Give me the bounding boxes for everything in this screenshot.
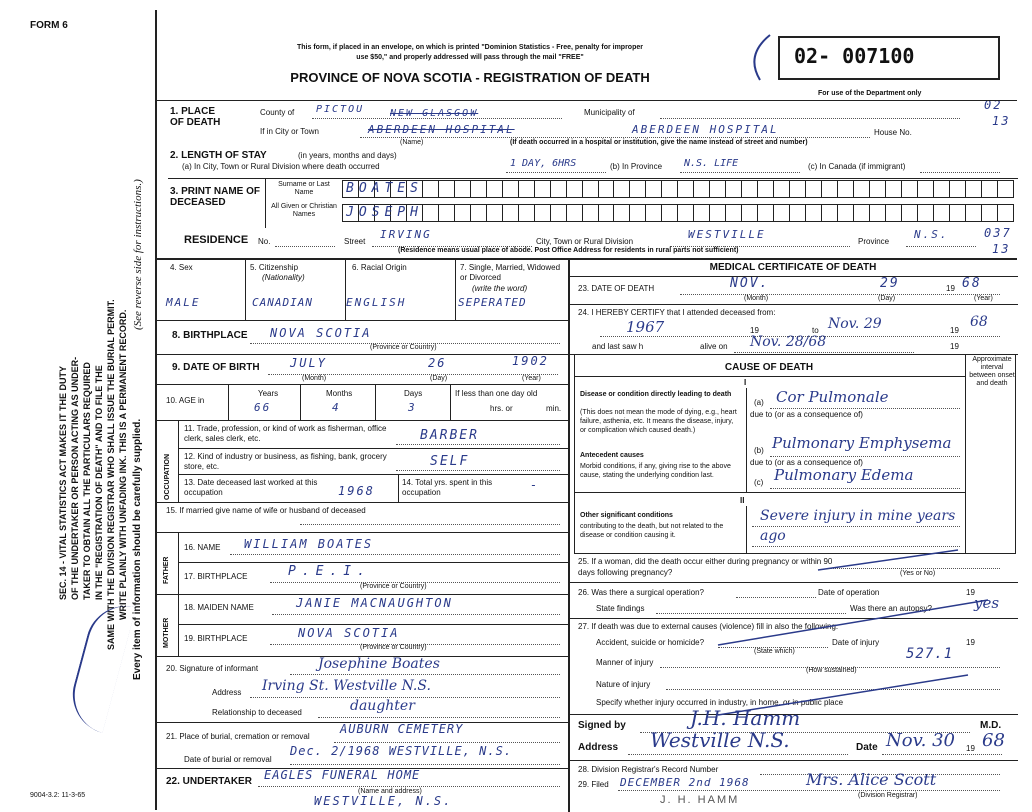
filed-date-value: DECEMBER 2nd 1968 [620,776,750,789]
q25-yes-no: (Yes or No) [900,570,936,577]
residence-province-label: Province [858,237,890,246]
side-note-instructions: (See reverse side for instructions.) [132,179,144,330]
date-of-injury-label: Date of injury [832,638,880,647]
name-caption: (Name) [400,139,424,146]
rule-row-8 [155,354,568,355]
length-of-stay-sub: (in years, months and days) [298,151,397,160]
side-note-every-item: Every item of information should be carefully supplied. [132,418,143,680]
interval-header: Approximate interval between onset and death [969,356,1015,387]
dob-month-value: JULY [290,356,327,370]
house-number-label: House No. [874,128,912,137]
informant-address-label: Address [212,688,242,697]
signed-by-label: Signed by [578,720,626,731]
dob-day-caption: (Day) [430,375,448,382]
dod-month-caption: (Month) [744,295,769,302]
print-name-label: 3. PRINT NAME OF DECEASED [170,186,261,208]
undertaker-label: 22. UNDERTAKER [166,776,252,787]
stay-canada-line [920,172,1000,173]
residence-province-line [906,246,976,247]
state-findings-label: State findings [596,604,645,613]
specify-injury-label: Specify whether injury occurred in industry, in home, or in public place [596,698,844,707]
age-div-1 [228,384,229,420]
side-note-line4: IN THE "REGISTRATION OF DEATH" AND TO FILE THE [94,365,104,600]
stay-city-label: (a) In City, Town or Rural Division where death occurred [182,162,380,171]
total-years-value: - [530,478,540,492]
city-line [360,137,870,138]
informant-signature-line [290,674,560,675]
dob-day-value: 26 [428,356,447,370]
alive-on-label: alive on [700,342,728,351]
alive-on-line [734,352,914,353]
trade-line [396,444,560,445]
disease-note: (This does not mean the mode of dying, e.g., heart failure, asthenia, etc. It means the disease, injury, or complication which caused death.) [580,409,737,434]
industry-value: SELF [430,454,470,469]
racial-origin-label: 6. Racial Origin [352,263,407,272]
undertaker-sub: (Name and address) [358,788,422,795]
other-conditions-label: Other significant conditions [580,512,673,519]
mail-notice-line1: This form, if placed in an envelope, on which is printed "Dominion Statistics - Free, penalty for improper [297,44,643,51]
relationship-label: Relationship to deceased [212,708,302,717]
cause-b-value: Pulmonary Emphysema [772,434,952,452]
dob-label: 9. DATE OF BIRTH [172,362,260,373]
mother-birthplace-sub: (Province or Country) [360,644,427,651]
section-i-label: I [744,378,747,387]
dod-day-caption: (Day) [878,295,896,302]
col-div-3 [455,258,456,320]
cause-c-label: (c) [754,478,764,487]
alive-year-prefix: 19 [950,342,959,351]
marital-status-value: SEPERATED [458,296,527,309]
citizenship-label: 5. Citizenship [250,263,299,272]
father-name-value: WILLIAM BOATES [244,537,374,551]
autopsy-value: yes [974,594,1000,612]
sex-value: MALE [166,296,201,309]
registrar-record-label: 28. Division Registrar's Record Number [578,765,719,774]
residence-city-label: City, Town or Rural Division [536,237,634,246]
rule-cause-i [574,492,965,493]
attended-to-value: Nov. 29 [828,316,882,332]
form-title: PROVINCE OF NOVA SCOTIA - REGISTRATION OF DEATH [290,70,650,85]
manner-of-injury-label: Manner of injury [596,658,654,667]
division-registrar-caption: (Division Registrar) [858,792,918,799]
cause-of-death-header: CAUSE OF DEATH [724,362,814,373]
filed-label: 29. Filed [578,780,609,789]
dod-month-value: NOV. [730,276,770,291]
undertaker-value: EAGLES FUNERAL HOME [264,768,421,782]
institution-value: ABERDEEN HOSPITAL [632,123,779,136]
antecedent-note: Morbid conditions, if any, giving rise to the above cause, stating the underlying condition last. [580,463,731,479]
cause-b-due-to: due to (or as a consequence of) [750,458,863,467]
stay-province-line [680,172,800,173]
residence-street-value: IRVING [380,228,432,241]
cause-a-line [770,408,960,409]
occ-div-14 [398,474,399,502]
dept-code-4: 13 [992,242,1011,256]
strike-q26-27 [718,600,988,645]
dob-year-value: 1902 [512,354,549,368]
medical-certificate-header: MEDICAL CERTIFICATE OF DEATH [709,262,877,273]
given-names-grid [342,204,1014,222]
racial-origin-value: ENGLISH [346,296,407,309]
dept-code-3: 037 [984,226,1012,240]
birthplace-label: 8. BIRTHPLACE [172,330,248,341]
age-months-value: 4 [332,401,341,414]
dept-code-1: 02 [984,98,1003,112]
cause-a-due-to: due to (or as a consequence of) [750,410,863,419]
strike-q25 [818,550,958,570]
rule-row-23 [568,304,1018,305]
city-town-label: If in City or Town [260,127,319,136]
min-label: min. [546,404,562,413]
marital-status-label: 7. Single, Married, Widowed or Divorced [460,263,561,282]
residence-label: RESIDENCE [184,234,249,246]
rule-row-14 [155,502,568,503]
county-crossed-value: NEW GLASGOW [390,108,479,119]
last-saw-label: and last saw h [592,342,644,351]
department-use-label: For use of the Department only [818,90,922,97]
father-name-label: 16. NAME [184,543,221,552]
rule-row-15 [155,532,568,533]
residence-province-value: N.S. [914,228,949,241]
last-worked-value: 1968 [338,484,375,498]
city-town-value: ABERDEEN HOSPITAL [368,123,515,136]
municipality-line [660,118,960,119]
alive-on-value: Nov. 28/68 [750,334,827,350]
rule-row-12 [178,474,568,475]
date-of-operation-label: Date of operation [818,588,880,597]
autopsy-label: Was there an autopsy? [850,604,932,613]
mail-notice-line2: use $50," and properly addressed will pass through the mail "FREE" [356,54,584,61]
attended-to-year-value: 68 [970,314,988,330]
filed-line [618,790,1000,791]
industry-label: 12. Kind of industry or business, as fishing, bank, grocery store, etc. [184,452,387,471]
relationship-line [318,717,560,718]
interval-column-div [965,354,966,554]
county-label: County of [260,108,295,117]
side-note-line6: WRITE PLAINLY WITH UNFADING INK. THIS IS A PERMANENT RECORD. [118,309,128,620]
burial-place-line [334,742,560,743]
age-div-2 [300,384,301,420]
given-names-value: JOSEPH [346,205,423,220]
stay-city-line [506,172,606,173]
registration-number: 02- 007100 [794,44,915,68]
certify-label: 24. I HEREBY CERTIFY that I attended deceased from: [578,308,776,317]
to-year-prefix: 19 [950,326,959,335]
rule-row-18 [178,624,568,625]
institution-note: (If death occurred in a hospital or institution, give the name instead of street and number) [510,139,808,146]
doctor-address-label: Address [578,742,619,753]
antecedent-label: Antecedent causes [580,452,644,459]
occ-div-left [178,420,179,502]
md-label: M.D. [980,720,1002,731]
residence-no-label: No. [258,237,271,246]
age-days-label: Days [404,389,423,398]
operation-year-prefix: 19 [966,588,975,597]
side-note-line5: SAME WITH THE DIVISION REGISTRAR WHO SHALL ISSUE THE BURIAL PERMIT. [106,299,116,650]
trade-label: 11. Trade, profession, or kind of work as fisherman, office clerk, sales clerk, etc. [184,424,387,443]
dob-year-caption: (Year) [522,375,541,382]
rule-row-7 [155,320,568,321]
other-conditions-note: contributing to the death, but not related to the disease or condition causing it. [580,523,724,539]
relationship-value: daughter [350,698,415,714]
q25-label: 25. If a woman, did the death occur either during pregnancy or within 90 days following pregnancy? [578,557,833,577]
form-number: FORM 6 [30,20,68,31]
residence-street-label: Street [344,237,366,246]
disease-label: Disease or condition directly leading to death [580,391,732,398]
from-year-prefix: 19 [750,326,759,335]
surname-grid [342,180,1014,198]
doctor-date-year-prefix: 19 [966,744,975,753]
print-code: 9004-3.2: 11-3-65 [30,792,86,799]
informant-address-value: Irving St. Westville N.S. [262,678,431,694]
doctor-address-line [628,754,848,755]
rule-main-top [155,258,1017,260]
cause-i-div [746,388,747,492]
form-left-rule [155,10,157,810]
trade-value: BARBER [420,428,479,443]
stay-canada-label: (c) In Canada (if immigrant) [808,162,906,171]
doctor-address-value: Westville N.S. [650,728,790,752]
rule-row-16 [178,562,568,563]
side-note-line3: TAKER TO OBTAIN ALL THE PARTICULARS REQUIRED [82,362,92,600]
father-birthplace-label: 17. BIRTHPLACE [184,572,248,581]
mother-birthplace-label: 19. BIRTHPLACE [184,634,248,643]
burial-date-value: Dec. 2/1968 WESTVILLE, N.S. [290,744,513,758]
dod-year-prefix: 19 [946,284,955,293]
rule-med-header [568,276,1018,277]
mother-birthplace-value: NOVA SCOTIA [298,626,400,640]
section-ii-label: II [740,496,745,505]
rule-row-10 [155,420,568,421]
residence-no-line [275,246,335,247]
burial-place-value: AUBURN CEMETERY [340,722,464,736]
surname-label: Surname or Last Name [278,181,330,196]
age-div-3 [375,384,376,420]
cause-c-line [770,488,960,489]
age-months-label: Months [326,389,353,398]
municipality-label: Municipality of [584,108,635,117]
spouse-label: 15. If married give name of wife or husband of deceased [166,506,366,515]
doctor-date-line [882,754,1002,755]
hrs-label: hrs. or [490,404,513,413]
strike-q27-specify [718,675,968,715]
father-birthplace-value: P.E.I. [288,564,371,579]
other-conditions-value: Severe injury in mine years ago [760,508,956,544]
doctor-name-stamp: J. H. HAMM [660,794,740,806]
stay-city-value: 1 DAY, 6HRS [510,158,577,169]
undertaker-line [258,786,560,787]
stay-province-label: (b) In Province [610,162,663,171]
occupation-side-label: OCCUPATION [164,453,171,500]
rule-cause-header [574,376,965,377]
less-than-day-label: If less than one day old [455,389,538,398]
attended-from-value: 1967 [626,318,665,336]
col-div-2 [345,258,346,320]
spouse-line [300,524,560,525]
name-divider [265,178,266,228]
father-name-line [230,554,560,555]
col-div-1 [245,258,246,320]
doctor-date-label: Date [856,742,878,753]
q27-label: 27. If death was due to external causes (violence) fill in also the following: [578,622,839,631]
nature-of-injury-label: Nature of injury [596,680,651,689]
residence-note: (Residence means usual place of abode. Post Office Address for residents in rural parts not sufficient) [398,247,739,254]
accident-label: Accident, suicide or homicide? [596,638,705,647]
registration-number-box [778,36,1000,80]
total-years-label: 14. Total yrs. spent in this occupation [402,478,493,497]
date-of-death-line [680,294,1000,295]
birthplace-value: NOVA SCOTIA [270,326,372,340]
doctor-date-value: Nov. 30 [886,730,955,751]
mother-maiden-line [272,614,560,615]
mother-div [178,594,179,656]
burial-date-line [290,764,560,765]
father-birthplace-sub: (Province or Country) [360,583,427,590]
cause-a-label: (a) [754,398,764,407]
mother-maiden-label: 18. MAIDEN NAME [184,603,254,612]
injury-year-prefix: 19 [966,638,975,647]
surname-value: BOATES [346,181,423,196]
informant-signature-value: Josephine Boates [318,656,440,672]
pen-strokes [568,540,1018,730]
mother-side-label: MOTHER [163,617,170,648]
date-of-death-label: 23. DATE OF DEATH [578,284,655,293]
reg-bracket-path [754,35,770,80]
age-days-value: 3 [408,401,417,414]
rule-row-9 [155,384,568,385]
state-which-caption: (State which) [754,648,795,655]
birthplace-sub: (Province or Country) [370,344,437,351]
side-note-line2: OF THE UNDERTAKER OR PERSON ACTING AS UNDER- [70,356,80,600]
undertaker-address-value: WESTVILLE, N.S. [314,794,453,808]
rule-row-17 [155,594,568,595]
dod-year-caption: (Year) [974,295,993,302]
given-names-label: All Given or Christian Names [271,203,337,218]
to-label: to [812,326,819,335]
dod-day-value: 29 [880,276,900,291]
rule-name-top [168,178,1018,179]
industry-line [396,470,560,471]
father-div [178,532,179,594]
manner-code-value: 527.1 [906,646,954,662]
sex-label: 4. Sex [170,263,193,272]
citizenship-value: CANADIAN [252,296,313,309]
burial-date-label: Date of burial or removal [184,755,272,764]
age-div-4 [450,384,451,420]
age-years-label: Years [258,389,279,398]
cause-b-label: (b) [754,446,764,455]
informant-signature-label: 20. Signature of informant [166,664,259,673]
rule-signed [568,760,1018,761]
county-value: PICTOU [316,104,365,115]
age-years-value: 66 [254,401,272,414]
doctor-date-year-value: 68 [982,730,1005,751]
how-sustained-caption: (How sustained) [806,667,857,674]
signed-by-value: J.H. Hamm [690,706,801,730]
residence-city-value: WESTVILLE [688,228,766,241]
mother-maiden-value: JANIE MACNAUGHTON [296,596,453,610]
length-of-stay-label: 2. LENGTH OF STAY [170,150,267,161]
rule-top [155,100,1017,101]
marital-status-sub: (write the word) [472,284,528,293]
rule-row-11 [178,448,568,449]
father-side-label: FATHER [163,556,170,584]
cause-b-line [770,456,960,457]
dept-code-2: 13 [992,114,1011,128]
place-of-death-label: 1. PLACE OF DEATH [170,106,221,128]
cause-a-value: Cor Pulmonale [776,388,889,406]
cause-c-value: Pulmonary Edema [774,466,914,484]
citizenship-sub: (Nationality) [262,273,305,282]
side-note-line1: SEC. 14 - VITAL STATISTICS ACT MAKES IT THE DUTY [58,365,68,600]
age-label: 10. AGE in [166,396,205,405]
last-worked-label: 13. Date deceased last worked at this occupation [184,478,318,497]
q26-label: 26. Was there a surgical operation? [578,588,704,597]
burial-place-label: 21. Place of burial, cremation or removal [166,732,310,741]
dob-month-caption: (Month) [302,375,327,382]
stay-province-value: N.S. LIFE [684,158,739,169]
dod-year-value: 68 [962,276,982,291]
reg-bracket-mark [740,30,780,90]
ink-mark [64,597,136,733]
division-registrar-signature: Mrs. Alice Scott [806,770,937,789]
